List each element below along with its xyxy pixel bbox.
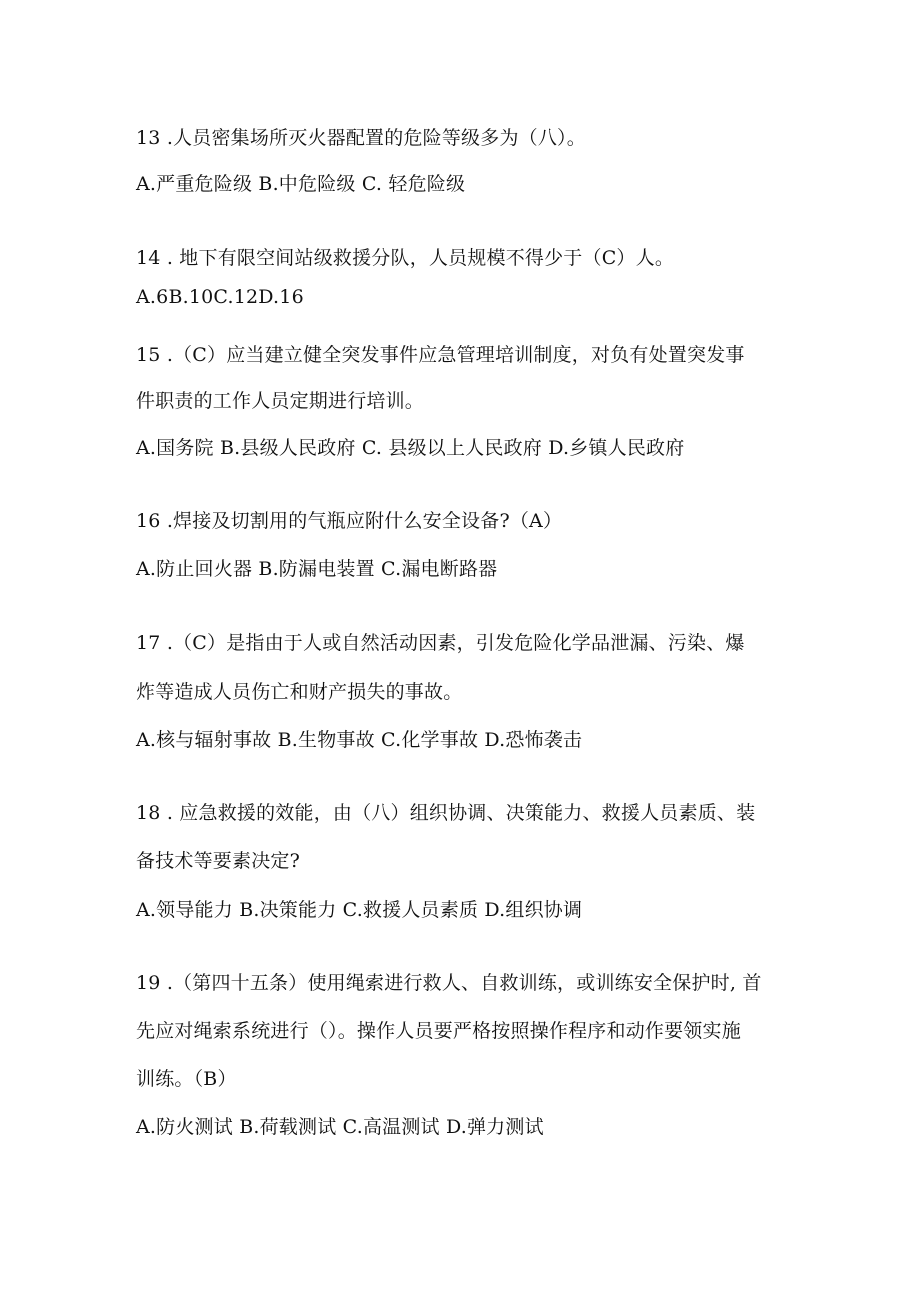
question-16-options: A.防止回火器 B.防漏电装置 C.漏电断路器 xyxy=(136,558,498,580)
question-14-stem-line-1: 14 . 地下有限空间站级救援分队，人员规模不得少于（C）人。 xyxy=(136,247,675,269)
question-15-stem-line-2: 件职责的工作人员定期进行培训。 xyxy=(136,390,425,412)
question-14-options: A.6B.10C.12D.16 xyxy=(136,286,304,308)
question-19-options: A.防火测试 B.荷载测试 C.高温测试 D.弹力测试 xyxy=(136,1116,544,1138)
question-17-stem-line-1: 17 .（C）是指由于人或自然活动因素，引发危险化学品泄漏、污染、爆 xyxy=(136,632,745,654)
question-18-options: A.领导能力 B.决策能力 C.救援人员素质 D.组织协调 xyxy=(136,899,583,921)
question-19-stem-line-1: 19 .（第四十五条）使用绳索进行救人、自救训练，或训练安全保护时, 首 xyxy=(136,972,762,994)
question-13-stem-line-1: 13 .人员密集场所灭火器配置的危险等级多为（八）。 xyxy=(136,127,586,149)
question-17-options: A.核与辐射事故 B.生物事故 C.化学事故 D.恐怖袭击 xyxy=(136,729,583,751)
question-19-stem-line-3: 训练。（B） xyxy=(136,1068,237,1090)
question-13-options: A.严重危险级 B.中危险级 C. 轻危险级 xyxy=(136,173,466,195)
question-18-stem-line-2: 备技术等要素决定? xyxy=(136,850,300,872)
question-16-stem-line-1: 16 .焊接及切割用的气瓶应附什么安全设备?（A） xyxy=(136,510,563,532)
question-19-stem-line-2: 先应对绳索系统进行（）。操作人员要严格按照操作程序和动作要领实施 xyxy=(136,1020,741,1042)
question-18-stem-line-1: 18 . 应急救援的效能，由（八）组织协调、决策能力、救援人员素质、装 xyxy=(136,802,756,824)
question-15-stem-line-1: 15 .（C）应当建立健全突发事件应急管理培训制度，对负有处置突发事 xyxy=(136,344,745,366)
question-15-options: A.国务院 B.县级人民政府 C. 县级以上人民政府 D.乡镇人民政府 xyxy=(136,437,685,459)
question-17-stem-line-2: 炸等造成人员伤亡和财产损失的事故。 xyxy=(136,681,463,703)
